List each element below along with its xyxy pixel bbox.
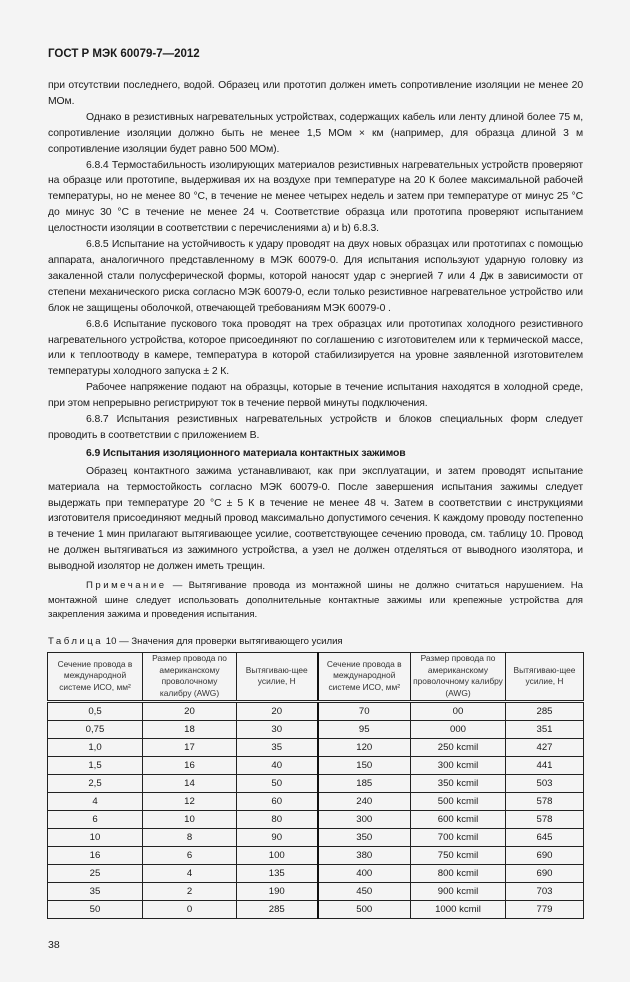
table-cell: 2,5 xyxy=(48,774,143,792)
table-cell: 690 xyxy=(506,864,584,882)
paragraph: 6.8.6 Испытание пускового тока проводят на трех образцах или прототипах холодного резистивного нагревательного устройства, которое присоединяют по соглашению с изготовителем или к термической массе, или к теплоотводу в камере, температура в которой стабилизируется на уровне заявленной изготовителем температуры холодного запуска ± 2 К. xyxy=(48,318,583,378)
table-cell: 703 xyxy=(506,882,584,900)
table-row xyxy=(48,738,584,756)
table-cell: 779 xyxy=(506,900,584,918)
table-cell: 4 xyxy=(48,792,143,810)
table-cell: 578 xyxy=(506,792,584,810)
table-cell: 185 xyxy=(318,774,411,792)
table-cell: 1,0 xyxy=(48,738,143,756)
table-cell: 90 xyxy=(237,828,318,846)
table-cell: 10 xyxy=(48,828,143,846)
table-cell: 0,75 xyxy=(48,720,143,738)
table-cell: 645 xyxy=(506,828,584,846)
table-row xyxy=(48,701,584,720)
table-cell: 10 xyxy=(143,810,237,828)
table-cell: 20 xyxy=(237,701,318,720)
pull-force-table xyxy=(47,652,584,919)
table-row xyxy=(48,828,584,846)
table-cell: 95 xyxy=(318,720,411,738)
table-row xyxy=(48,756,584,774)
table-cell: 300 xyxy=(318,810,411,828)
table-cell: 0,5 xyxy=(48,701,143,720)
table-cell: 40 xyxy=(237,756,318,774)
table-cell: 380 xyxy=(318,846,411,864)
paragraph: 6.8.7 Испытания резистивных нагревательных устройств и блоков специальных форм следует проводить в соответствии с приложением В. xyxy=(48,414,583,441)
note-text: — Вытягивание провода из монтажной шины не должно считаться нарушением. На монтажной шине следует использовать дополнительные контактные зажимы или крепежные устройства для закрепления зажима и проведения испытания. xyxy=(48,580,583,621)
table-cell: 18 xyxy=(143,720,237,738)
table-cell: 285 xyxy=(506,701,584,720)
caption-label: Таблица xyxy=(48,635,104,647)
table-cell: 25 xyxy=(48,864,143,882)
table-cell: 50 xyxy=(237,774,318,792)
table-cell: 12 xyxy=(143,792,237,810)
table-cell: 150 xyxy=(318,756,411,774)
table-cell: 700 kcmil xyxy=(411,828,506,846)
table-cell: 35 xyxy=(237,738,318,756)
table-cell: 80 xyxy=(237,810,318,828)
table-row xyxy=(48,720,584,738)
paragraph: Образец контактного зажима устанавливают, как при эксплуатации, и затем проводят испытание материала на термостойкость согласно МЭК 60079-0. После завершения испытания зажимы следует выдержать при температуре 20 °C ± 5 К в течение не менее 48 ч. Затем в соответствии с инструкциями изготовителя присоединяют медный провод максимально допустимого сечения. К каждому проводу постепенно в течение 1 мин прилагают вытягивающее усилие, соответствующее сечению провода, см. таблицу 10. Провод не должен вытягиваться из зажимного устройства, а узел не должен отделяться от выводного изолятора, и выводной изолятор не должен иметь трещин. xyxy=(48,465,583,573)
table-cell: 750 kcmil xyxy=(411,846,506,864)
table-row xyxy=(48,900,584,918)
table-cell: 350 xyxy=(318,828,411,846)
page-number: 38 xyxy=(48,938,60,951)
paragraph: 6.8.4 Термостабильность изолирующих материалов резистивных нагревательных устройств проверяют на образце или прототипе, выдерживая их на воздухе при температуре на 20 К более максимальной рабочей температуры, но не менее 80 °C, в течение не менее четырех недель и затем при температуре от минус 25 °C до минус 30 °C в течение не менее 24 ч. Соответствие образца или прототипа проверяют испытанием целостности изоляции в соответствии с перечислениями a) и b) 6.8.3. xyxy=(48,159,583,235)
table-cell: 1000 kcmil xyxy=(411,900,506,918)
table-cell: 8 xyxy=(143,828,237,846)
table-cell: 578 xyxy=(506,810,584,828)
table-cell: 503 xyxy=(506,774,584,792)
table-cell: 000 xyxy=(411,720,506,738)
table-cell: 427 xyxy=(506,738,584,756)
table-cell: 450 xyxy=(318,882,411,900)
table-cell: 2 xyxy=(143,882,237,900)
table-cell: 60 xyxy=(237,792,318,810)
table-cell: 190 xyxy=(237,882,318,900)
table-cell: 300 kcmil xyxy=(411,756,506,774)
table-cell: 16 xyxy=(48,846,143,864)
body-text xyxy=(48,78,583,623)
table-cell: 0 xyxy=(143,900,237,918)
column-header: Сечение провода в международной системе ИСО, мм² xyxy=(48,652,143,701)
caption-text: 10 — Значения для проверки вытягивающего усилия xyxy=(103,635,343,647)
table-row xyxy=(48,864,584,882)
column-header: Размер провода по американскому проволочному калибру (AWG) xyxy=(143,652,237,701)
table-cell: 70 xyxy=(318,701,411,720)
table-cell: 500 kcmil xyxy=(411,792,506,810)
table-cell: 120 xyxy=(318,738,411,756)
column-header: Вытягиваю-щее усилие, Н xyxy=(237,652,318,701)
paragraph: 6.8.5 Испытание на устойчивость к удару проводят на двух новых образцах или прототипах с помощью аппарата, аналогичного представленному в МЭК 60079-0. Для испытания используют ударную головку из закаленной стали полусферической формы, которой наносят удар с энергией 7 или 4 Дж в зависимости от степени механического риска согласно МЭК 60079-0, если только резистивное нагревательное устройство или блок не защищены оболочкой, отвечающей требованиям МЭК 60079-0 . xyxy=(48,239,583,314)
table-cell: 14 xyxy=(143,774,237,792)
table-cell: 20 xyxy=(143,701,237,720)
table-cell: 350 kcmil xyxy=(411,774,506,792)
table-cell: 100 xyxy=(237,846,318,864)
table-cell: 6 xyxy=(143,846,237,864)
table-cell: 351 xyxy=(506,720,584,738)
table-cell: 1,5 xyxy=(48,756,143,774)
table-cell: 900 kcmil xyxy=(411,882,506,900)
table-row xyxy=(48,810,584,828)
table-cell: 240 xyxy=(318,792,411,810)
table-cell: 17 xyxy=(143,738,237,756)
table-cell: 500 xyxy=(318,900,411,918)
column-header: Размер провода по американскому проволочному калибру (AWG) xyxy=(411,652,506,701)
table-cell: 690 xyxy=(506,846,584,864)
table-cell: 30 xyxy=(237,720,318,738)
column-header: Сечение провода в международной системе ИСО, мм² xyxy=(318,652,411,701)
table-row xyxy=(48,846,584,864)
table-cell: 35 xyxy=(48,882,143,900)
paragraph: Однако в резистивных нагревательных устройствах, содержащих кабель или ленту длиной более 75 м, сопротивление изоляции должно быть не менее 1,5 МОм × км (например, для образца длиной 3 м сопротивление изоляции будет равно 500 МОм). xyxy=(48,111,583,155)
table-cell: 16 xyxy=(143,756,237,774)
table-cell: 441 xyxy=(506,756,584,774)
table-cell: 400 xyxy=(318,864,411,882)
table-header-row xyxy=(48,652,584,701)
table-cell: 800 kcmil xyxy=(411,864,506,882)
table-cell: 250 kcmil xyxy=(411,738,506,756)
paragraph: при отсутствии последнего, водой. Образец или прототип должен иметь сопротивление изоляции не менее 20 МОм. xyxy=(48,80,583,107)
table-cell: 4 xyxy=(143,864,237,882)
table-cell: 600 kcmil xyxy=(411,810,506,828)
table-cell: 50 xyxy=(48,900,143,918)
table-row xyxy=(48,792,584,810)
table-cell: 6 xyxy=(48,810,143,828)
note-label: Примечание xyxy=(86,580,167,592)
table-cell: 135 xyxy=(237,864,318,882)
table-row xyxy=(48,774,584,792)
column-header: Вытягиваю-щее усилие, Н xyxy=(506,652,584,701)
note xyxy=(48,579,583,623)
table-row xyxy=(48,882,584,900)
section-heading: 6.9 Испытания изоляционного материала контактных зажимов xyxy=(86,447,406,459)
paragraph: Рабочее напряжение подают на образцы, которые в течение испытания находятся в холодной среде, при этом непрерывно регистрируют ток в течение первой минуты подключения. xyxy=(48,382,583,410)
table-caption xyxy=(48,635,583,648)
table-cell: 285 xyxy=(237,900,318,918)
table-cell: 00 xyxy=(411,701,506,720)
document-header: ГОСТ Р МЭК 60079-7—2012 xyxy=(48,48,200,60)
